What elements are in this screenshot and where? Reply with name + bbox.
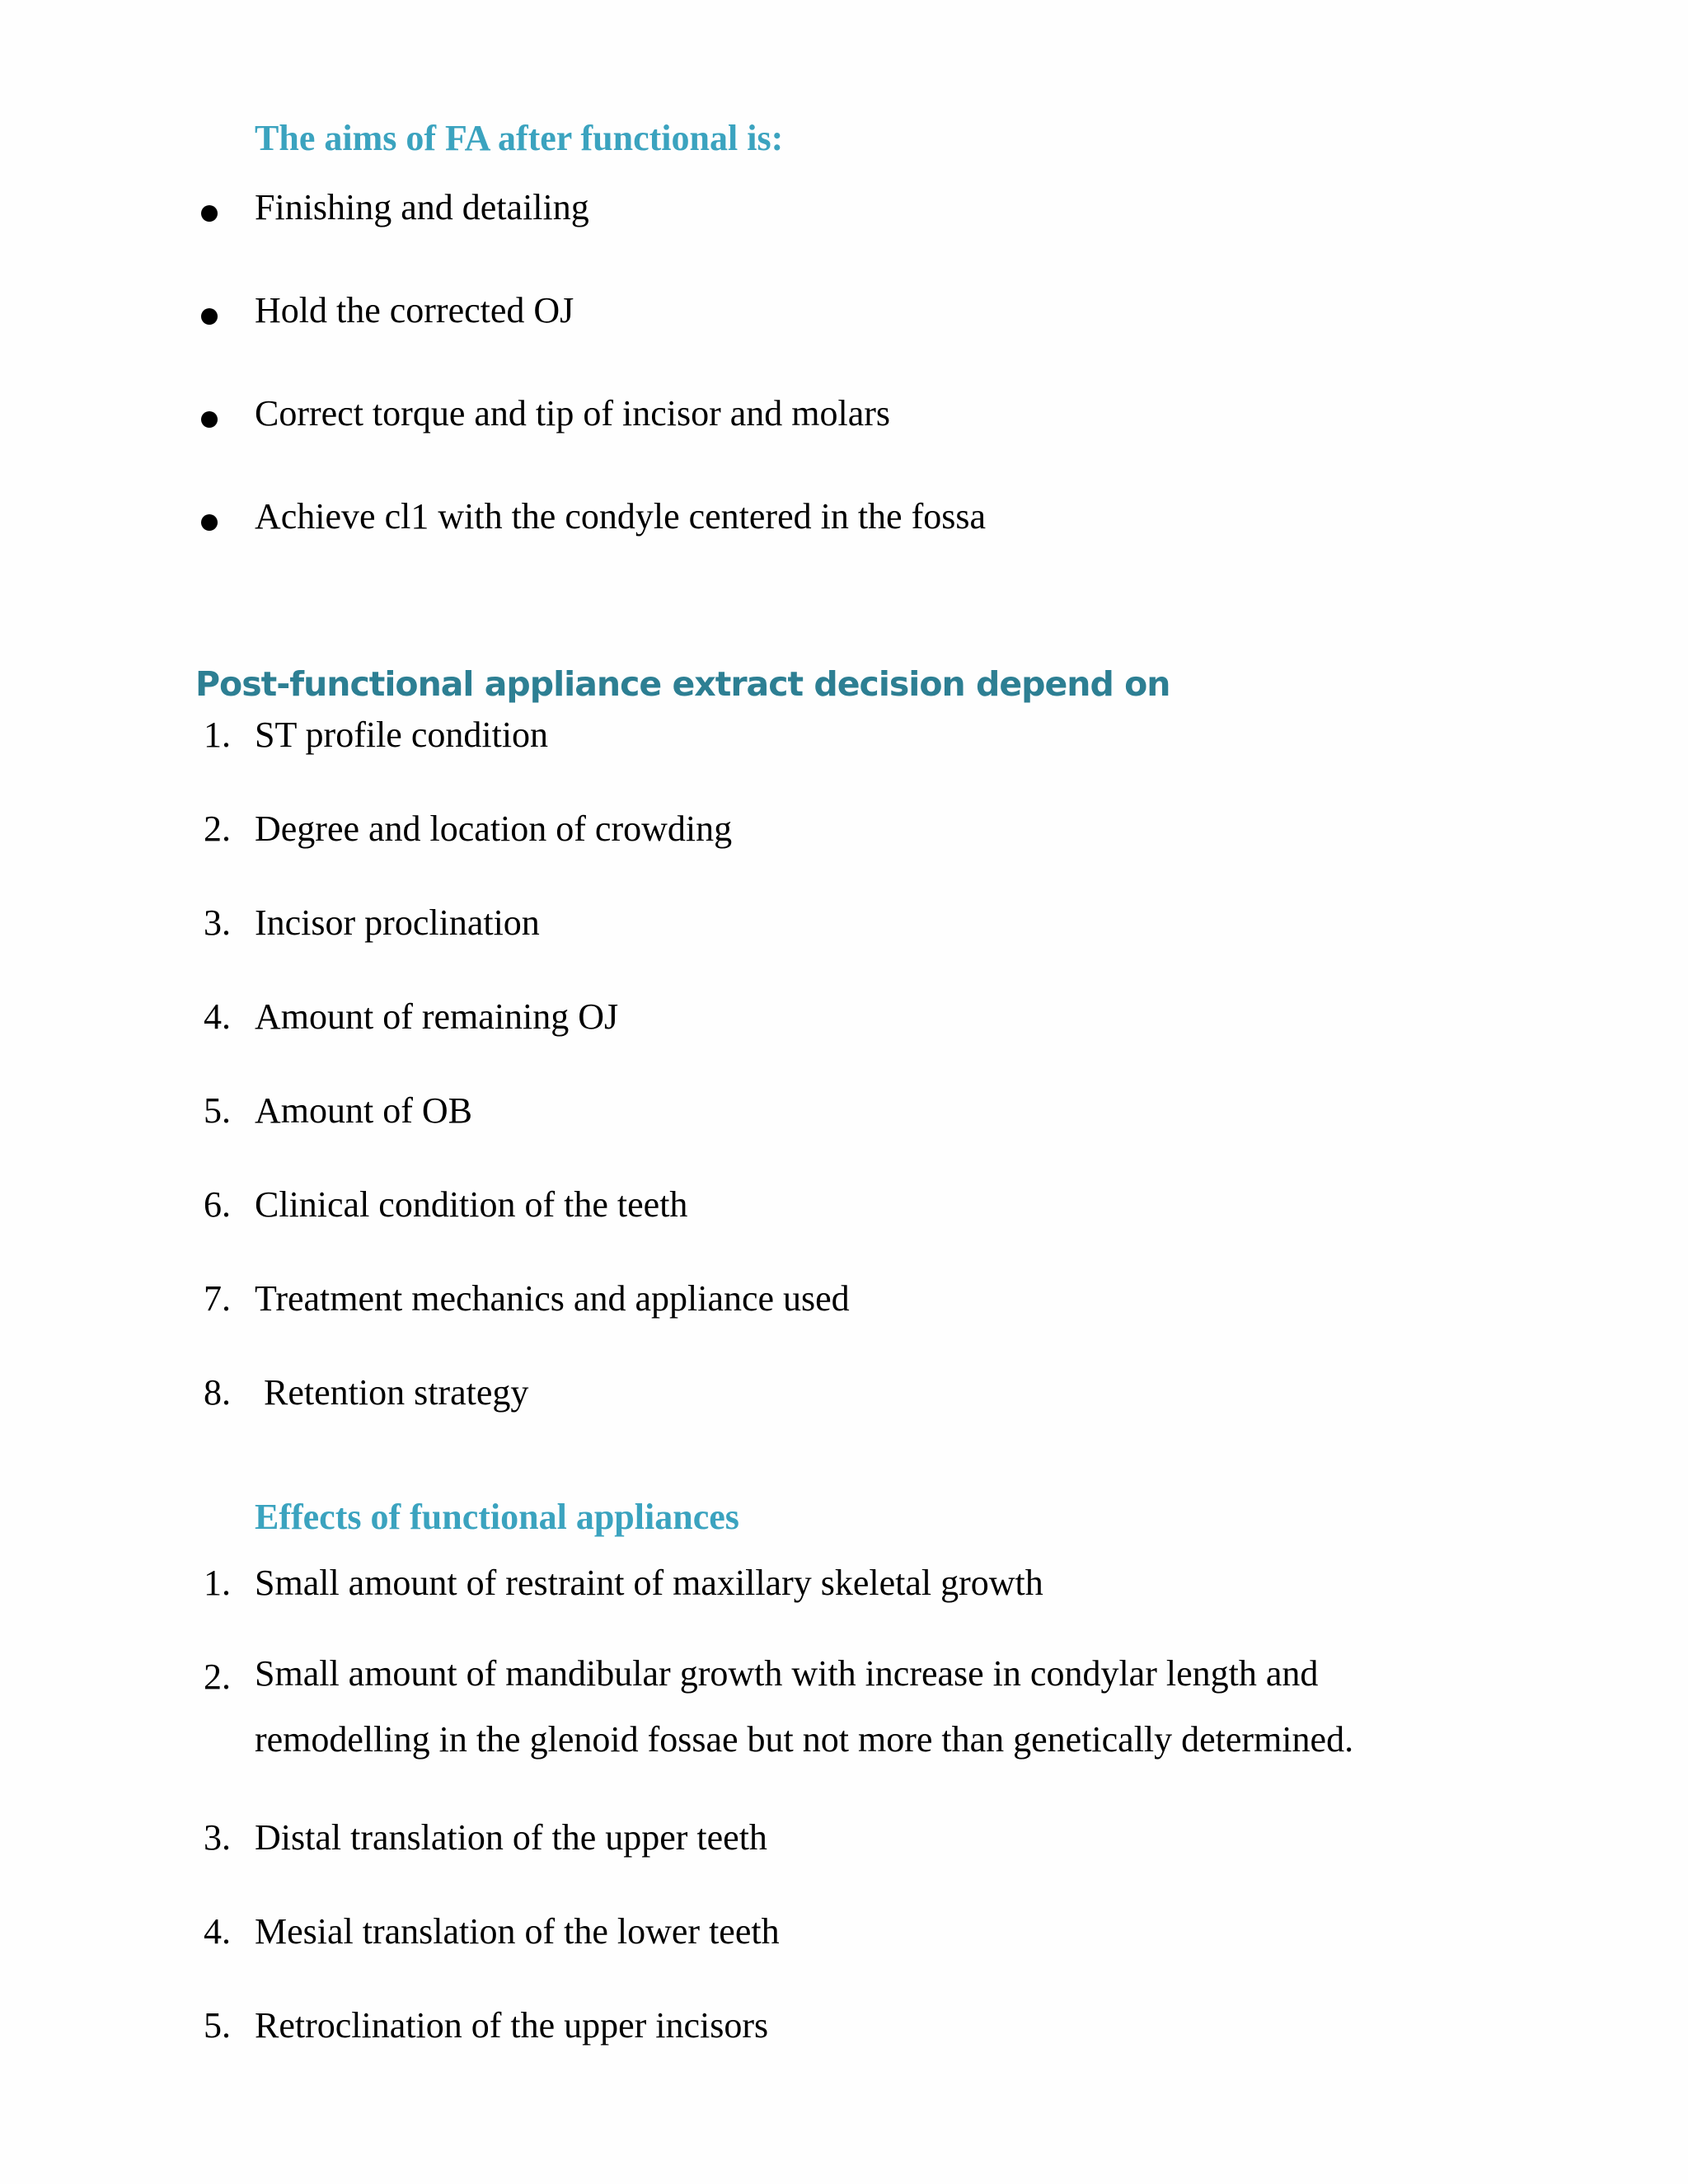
list-item-text: Hold the corrected OJ (255, 290, 574, 330)
list-item-text: Degree and location of crowding (255, 808, 733, 849)
list-item-number: 1. (204, 1563, 231, 1603)
bullet-icon (201, 514, 218, 531)
list-item-number: 3. (204, 902, 231, 943)
section-heading-aims: The aims of FA after functional is: (255, 118, 784, 158)
list-item-number: 6. (204, 1184, 231, 1225)
list-item-text: Clinical condition of the teeth (255, 1184, 688, 1225)
list-item-number: 7. (204, 1278, 231, 1319)
list-item-text: Achieve cl1 with the condyle centered in the fossa (255, 496, 987, 537)
list-item-text: Retroclination of the upper incisors (255, 2005, 769, 2046)
list-item-text: Mesial translation of the lower teeth (255, 1911, 780, 1952)
list-item-number: 4. (204, 996, 231, 1037)
list-item-text: Finishing and detailing (255, 187, 589, 227)
list-item-text: Amount of remaining OJ (255, 996, 619, 1037)
list-item-text: ST profile condition (255, 715, 549, 755)
list-item-number: 2. (204, 808, 231, 849)
list-item-number: 3. (204, 1817, 231, 1858)
section-heading-effects: Effects of functional appliances (255, 1497, 739, 1537)
list-item-text: Small amount of mandibular growth with increase in condylar length and remodelling in the glenoid fossae but not more than genetically determined. (255, 1653, 1354, 1760)
list-item-number: 5. (204, 2005, 231, 2046)
bullet-icon (201, 308, 218, 325)
list-item-text: Correct torque and tip of incisor and molars (255, 393, 891, 434)
list-item-number: 1. (204, 715, 231, 755)
list-item-text: Retention strategy (264, 1372, 529, 1413)
list-item-number: 2. (204, 1657, 231, 1697)
section-heading-extract-decision: Post-functional appliance extract decision depend on (195, 664, 1170, 704)
list-item-text: Treatment mechanics and appliance used (255, 1278, 850, 1319)
list-item-text: Incisor proclination (255, 902, 540, 943)
list-item-number: 8. (204, 1372, 231, 1413)
list-item-number: 4. (204, 1911, 231, 1952)
bullet-icon (201, 411, 218, 428)
bullet-icon (201, 205, 218, 222)
list-item-text: Distal translation of the upper teeth (255, 1817, 767, 1858)
list-item-number: 5. (204, 1090, 231, 1131)
list-item-text: Amount of OB (255, 1090, 472, 1131)
list-item-text: Small amount of restraint of maxillary skeletal growth (255, 1563, 1043, 1603)
